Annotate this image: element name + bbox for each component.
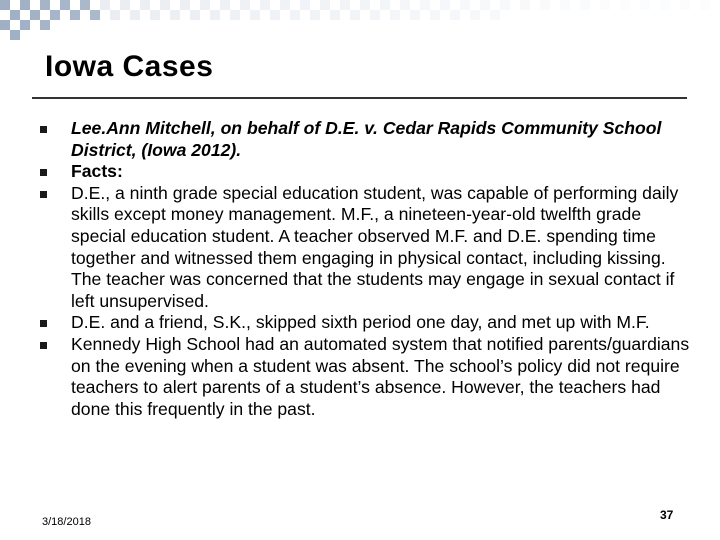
checker-square bbox=[450, 10, 460, 20]
checker-square bbox=[220, 0, 230, 10]
checker-square bbox=[30, 10, 40, 20]
checker-square bbox=[20, 20, 30, 30]
checker-square bbox=[400, 0, 410, 10]
checker-square bbox=[310, 10, 320, 20]
checker-square bbox=[420, 0, 430, 10]
checker-square bbox=[10, 10, 20, 20]
slide-title: Iowa Cases bbox=[45, 50, 214, 83]
checker-square bbox=[410, 10, 420, 20]
checker-square bbox=[260, 0, 270, 10]
checker-square bbox=[50, 10, 60, 20]
checker-square bbox=[500, 0, 510, 10]
checker-square bbox=[290, 10, 300, 20]
checker-square bbox=[60, 0, 70, 10]
bullet-item bbox=[40, 312, 690, 334]
bullet-text: Lee.Ann Mitchell, on behalf of D.E. v. Cedar Rapids Community School District, (Iowa 2012). bbox=[71, 118, 662, 160]
checker-square bbox=[90, 10, 100, 20]
checker-square bbox=[40, 20, 50, 30]
checker-square bbox=[180, 0, 190, 10]
checker-square bbox=[10, 30, 20, 40]
bullet-square-icon bbox=[40, 342, 47, 349]
checker-square bbox=[110, 10, 120, 20]
checkered-pattern bbox=[0, 0, 720, 42]
checker-square bbox=[0, 20, 10, 30]
checker-square bbox=[520, 0, 530, 10]
checker-square bbox=[440, 0, 450, 10]
checker-square bbox=[680, 0, 690, 10]
checker-square bbox=[660, 0, 670, 10]
bullet-item bbox=[40, 183, 690, 313]
checker-square bbox=[360, 0, 370, 10]
checker-square bbox=[480, 0, 490, 10]
bullet-item bbox=[40, 161, 690, 183]
checker-square bbox=[330, 10, 340, 20]
checker-square bbox=[600, 0, 610, 10]
checker-square bbox=[340, 0, 350, 10]
checker-square bbox=[640, 0, 650, 10]
bullet-list bbox=[40, 118, 690, 420]
checker-square bbox=[100, 0, 110, 10]
checker-square bbox=[280, 0, 290, 10]
checker-square bbox=[470, 10, 480, 20]
checker-square bbox=[320, 0, 330, 10]
page-number: 37 bbox=[660, 508, 674, 522]
bullet-item bbox=[40, 334, 690, 420]
checker-square bbox=[700, 0, 710, 10]
checker-square bbox=[230, 10, 240, 20]
bullet-text: Facts: bbox=[71, 161, 123, 182]
checker-square bbox=[390, 10, 400, 20]
checker-square bbox=[490, 10, 500, 20]
checker-square bbox=[620, 0, 630, 10]
checker-square bbox=[190, 10, 200, 20]
checker-square bbox=[430, 10, 440, 20]
checker-square bbox=[70, 10, 80, 20]
bullet-text: Kennedy High School had an automated system that notified parents/guardians on the evening when a student was absent. The school’s policy did not require teachers to alert parents of a student’s absence. However, the teachers had done this frequently in the past. bbox=[71, 333, 690, 419]
checker-square bbox=[160, 0, 170, 10]
bullet-item bbox=[40, 118, 690, 161]
bullet-square-icon bbox=[40, 191, 47, 198]
bullet-square-icon bbox=[40, 126, 47, 133]
checkered-decoration bbox=[0, 0, 720, 42]
checker-square bbox=[150, 10, 160, 20]
checker-square bbox=[130, 10, 140, 20]
checker-square bbox=[40, 0, 50, 10]
title-underline bbox=[32, 97, 687, 99]
checker-square bbox=[170, 10, 180, 20]
checker-square bbox=[370, 10, 380, 20]
bullet-square-icon bbox=[40, 169, 47, 176]
checker-square bbox=[380, 0, 390, 10]
checker-square bbox=[210, 10, 220, 20]
bullet-text: D.E. and a friend, S.K., skipped sixth period one day, and met up with M.F. bbox=[71, 312, 650, 333]
footer-date: 3/18/2018 bbox=[42, 516, 91, 528]
checker-square bbox=[460, 0, 470, 10]
bullet-text: D.E., a ninth grade special education student, was capable of performing daily skills except money management. M.F., a nineteen-year-old twelfth grade special education student. A teacher observed M.F. and D.E. spending time together and witnessed them engaging in physical contact, including kissing. The teacher was concerned that the students may engage in sexual contact if left unsupervised. bbox=[71, 182, 679, 311]
checker-square bbox=[300, 0, 310, 10]
checker-square bbox=[80, 0, 90, 10]
checker-square bbox=[540, 0, 550, 10]
checker-square bbox=[120, 0, 130, 10]
bullet-square-icon bbox=[40, 320, 47, 327]
checker-square bbox=[200, 0, 210, 10]
checker-square bbox=[580, 0, 590, 10]
checker-square bbox=[20, 0, 30, 10]
checker-square bbox=[560, 0, 570, 10]
checker-square bbox=[350, 10, 360, 20]
checker-square bbox=[240, 0, 250, 10]
checker-square bbox=[270, 10, 280, 20]
checker-square bbox=[140, 0, 150, 10]
checker-square bbox=[250, 10, 260, 20]
checker-square bbox=[0, 0, 10, 10]
